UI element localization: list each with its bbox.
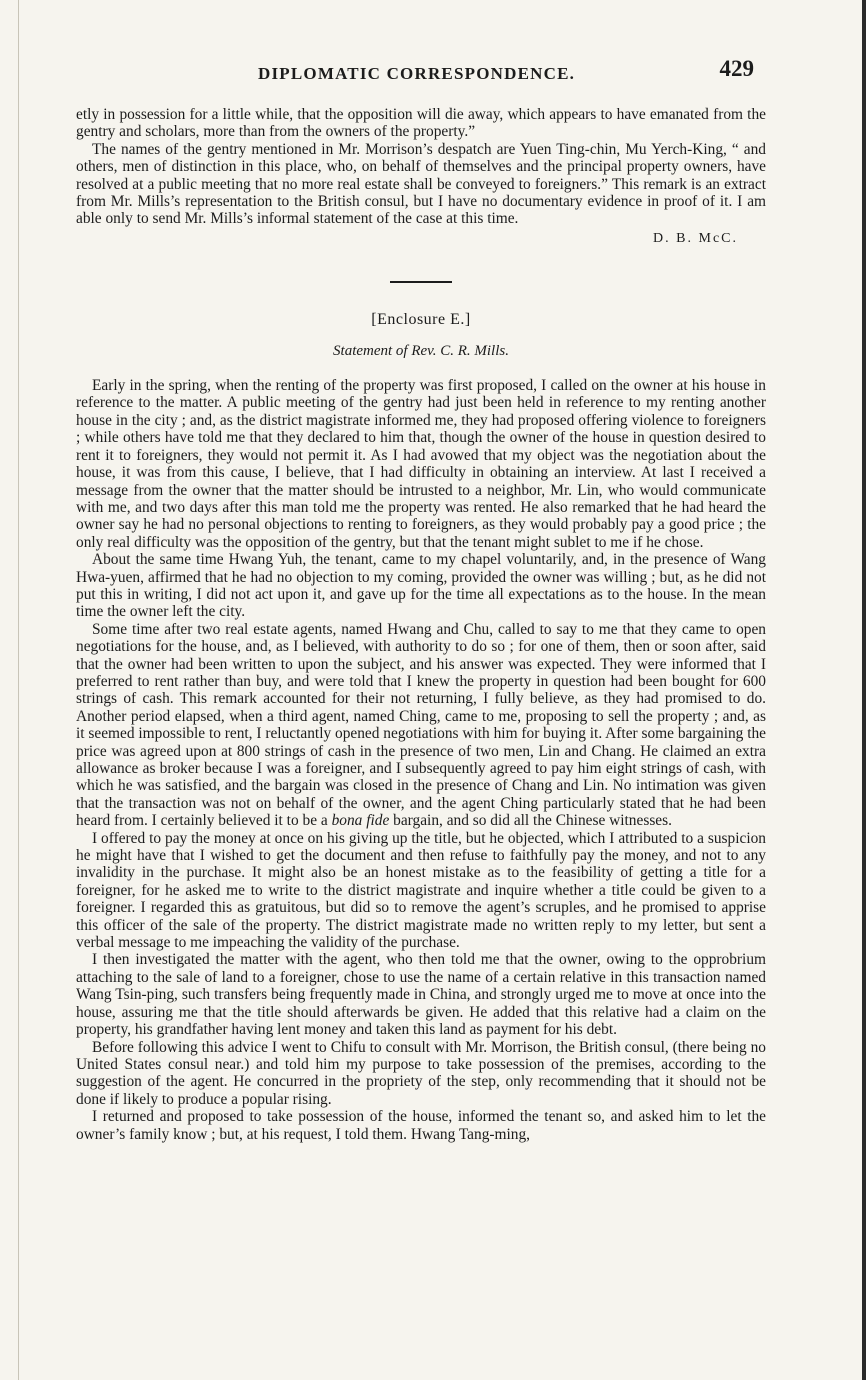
page-right-edge	[862, 0, 866, 1380]
page-body	[76, 106, 766, 1143]
page-number: 429	[719, 56, 754, 81]
statement-paragraph-7: I returned and proposed to take possession of the house, informed the tenant so, and asked him to let the owner’s family know ; but, at his request, I told them. Hwang Tang-ming,	[76, 1108, 766, 1143]
running-head: DIPLOMATIC CORRESPONDENCE.	[258, 64, 576, 83]
bona-fide-italic: bona fide	[331, 812, 390, 830]
statement-paragraph-3-text: Some time after two real estate agents, named Hwang and Chu, called to say to me that they came to open negotiations for the house, and, as I believed, with authority to do so ; for one of them, then or soon after, said that the owner had been written to upon the subject, and his answer was expected. They were informed that I preferred to rent rather than buy, and were told that I knew the property in question had been bought for 600 strings of cash. This remark accounted for their not returning, I fully believe, as they had promised to do. Another period elapsed, when a third agent, named Ching, came to me, proposing to sell the property ; and, as it seemed impossible to rent, I reluctantly opened negotiations with him for buying it. After some bargaining the price was agreed upon at 800 strings of cash in the presence of two men, Lin and Chang. He claimed an extra allowance as broker because I was a foreigner, and I subsequently agreed to pay him eight strings of cash, with which he was satisfied, and the bargain was closed in the presence of Chang and Lin. No intimation was given that the transaction was not on behalf of the owner, and the agent Ching particularly stated that he had been heard from. I certainly believed it to be a	[76, 620, 767, 830]
page-left-edge	[18, 0, 19, 1380]
page-header	[76, 56, 766, 90]
statement-paragraph-2: About the same time Hwang Yuh, the tenant, came to my chapel voluntarily, and, in the presence of Wang Hwa-yuen, affirmed that he had no objection to my coming, provided the owner was willing ; but, as he did not put this in writing, I did not act upon it, and gave up for the time all expectations as to the house. In the mean time the owner left the city.	[76, 551, 766, 621]
statement-title: Statement of Rev. C. R. Mills.	[333, 342, 509, 359]
letter-paragraph-2: The names of the gentry mentioned in Mr. Morrison’s despatch are Yuen Ting-chin, Mu Yerch-King, “ and others, men of distinction in this place, who, on behalf of themselves and the principal property owners, have resolved at a public meeting that no more real estate shall be conveyed to foreigners.” This remark is an extract from Mr. Mills’s representation to the British consul, but I have no documentary evidence in proof of it. I am able only to send Mr. Mills’s informal statement of the case at this time.	[76, 140, 766, 228]
statement-paragraph-4: I offered to pay the money at once on his giving up the title, but he objected, which I attributed to a suspicion he might have that I wished to get the document and then refuse to faithfully pay the money, and not to any invalidity in the purchase. It might also be an honest mistake as to the feasibility of getting a title for a foreigner, for he asked me to write to the district magistrate and inquire whether a title could be given to a foreigner. I regarded this as gratuitous, but did so to remove the agent’s scruples, and he promised to apprise this officer of the sale of the property. The district magistrate made no written reply to my letter, but sent a verbal message to me impeaching the validity of the purchase.	[76, 829, 766, 952]
signature: D. B. McC.	[653, 230, 738, 246]
statement-paragraph-5: I then investigated the matter with the agent, who then told me that the owner, owing to the opprobrium attaching to the sale of land to a foreigner, chose to use the name of a certain relative in this transaction named Wang Tsin-ping, such transfers being frequently made in China, and strongly urged me to move at once into the house, assuring me that the title should afterwards be given. He added that this relative had a claim on the property, his grandfather having lent money and taken this land as payment for his debt.	[76, 951, 766, 1039]
statement-paragraph-6: Before following this advice I went to Chifu to consult with Mr. Morrison, the British consul, (there being no United States consul near.) and told him my purpose to take possession of the premises, according to the suggestion of the agent. He concurred in the propriety of the step, only recommending that it should not be done if likely to produce a popular rising.	[76, 1038, 766, 1108]
statement-paragraph-3	[76, 621, 766, 830]
statement-paragraph-3-end: bargain, and so did all the Chinese witnesses.	[393, 812, 672, 830]
letter-paragraph-1: etly in possession for a little while, that the opposition will die away, which appears to have emanated from the gentry and scholars, more than from the owners of the property.”	[76, 106, 766, 141]
section-divider	[390, 281, 452, 283]
enclosure-label: [Enclosure E.]	[371, 311, 471, 329]
statement-paragraph-1: Early in the spring, when the renting of the property was first proposed, I called on the owner at his house in reference to the matter. A public meeting of the gentry had just been held in reference to my renting another house in the city ; and, as the district magistrate informed me, they had proposed offering violence to foreigners ; while others have told me that they declared to him that, though the owner of the house in question desired to rent it to foreigners, they would not permit it. As I had avowed that my object was the negotiation about the house, it was from this cause, I believe, that I had difficulty in obtaining an interview. At last I received a message from the owner that the matter should be intrusted to a neighbor, Mr. Lin, who would communicate with me, and two days after this man told me the property was rented. He also remarked that he had heard the owner say he had no personal objections to renting to foreigners, as they would probably pay a good price ; the only real difficulty was the opposition of the gentry, but that the tenant might sublet to me if he chose.	[76, 377, 766, 551]
